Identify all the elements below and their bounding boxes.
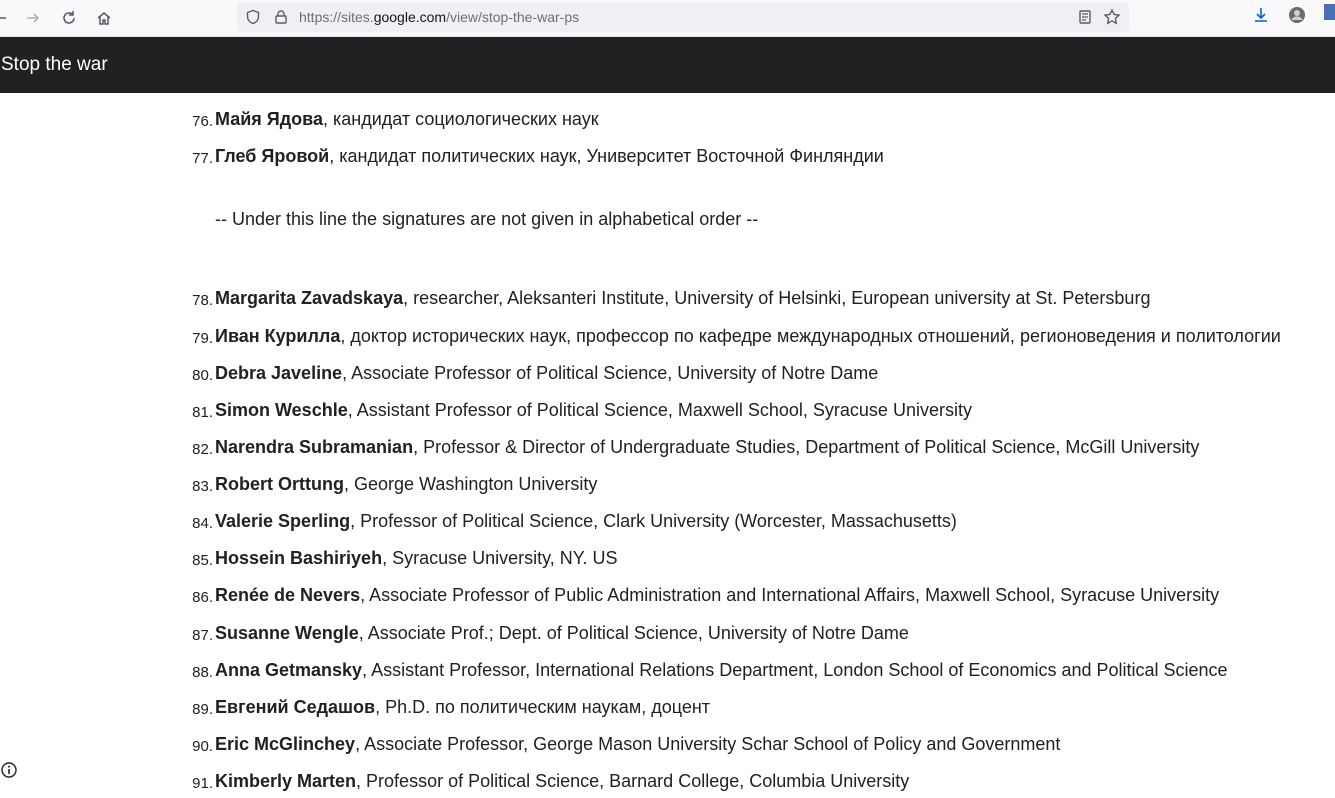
signature-number: 86. <box>192 589 213 606</box>
signer-name: Anna Getmansky <box>215 660 363 680</box>
signer-name: Глеб Яровой <box>215 146 330 166</box>
signature-number: 79. <box>192 330 213 347</box>
signer-name: Eric McGlinchey <box>215 734 356 754</box>
url-domain: google.com <box>373 9 447 25</box>
reload-icon[interactable] <box>57 6 81 30</box>
signature-text <box>215 146 884 167</box>
shield-icon[interactable] <box>245 9 261 25</box>
extension-icon[interactable] <box>1324 4 1335 20</box>
signature-text <box>215 734 1060 755</box>
signature-text <box>215 400 972 421</box>
signature-text <box>215 474 597 495</box>
signer-name: Valerie Sperling <box>215 511 351 531</box>
signature-number: 88. <box>192 664 213 681</box>
signer-name: Margarita Zavadskaya <box>215 288 404 308</box>
signer-affiliation: , Associate Prof.; Dept. of Political Science, University of Notre Dame <box>358 623 909 643</box>
signature-item <box>0 400 1335 426</box>
url-text[interactable] <box>299 9 579 25</box>
signature-item <box>0 326 1335 352</box>
signature-item <box>0 585 1335 611</box>
signer-affiliation: , Syracuse University, NY. US <box>382 548 618 568</box>
info-icon[interactable] <box>1 762 17 778</box>
signature-number: 76. <box>192 113 213 130</box>
signature-item <box>0 623 1335 649</box>
signer-affiliation: , Assistant Professor of Political Science, Maxwell School, Syracuse University <box>347 400 972 420</box>
site-header <box>0 37 1335 93</box>
signature-text <box>215 623 909 644</box>
signature-number: 87. <box>192 627 213 644</box>
signer-name: Евгений Седашов <box>215 697 376 717</box>
signature-text <box>215 660 1228 681</box>
signature-text <box>215 109 599 130</box>
signature-item <box>0 511 1335 537</box>
signer-affiliation: , Associate Professor of Public Administration and International Affairs, Maxwell School, Syracuse University <box>360 585 1220 605</box>
signer-affiliation: , George Washington University <box>343 474 598 494</box>
signature-item <box>0 109 1335 135</box>
signer-name: Renée de Nevers <box>215 585 361 605</box>
signer-name: Susanne Wengle <box>215 623 359 643</box>
signature-number: 91. <box>192 775 213 792</box>
signer-affiliation: , кандидат социологических наук <box>323 109 599 129</box>
url-prefix: https://sites. <box>299 9 374 25</box>
signer-affiliation: , Professor of Political Science, Clark University (Worcester, Massachusetts) <box>350 511 957 531</box>
signature-number: 80. <box>192 367 213 384</box>
forward-icon[interactable] <box>21 6 45 30</box>
signer-name: Kimberly Marten <box>215 771 357 791</box>
ordering-note: -- Under this line the signatures are not given in alphabetical order -- <box>215 209 759 229</box>
signer-affiliation: , Associate Professor of Political Science, University of Notre Dame <box>342 363 879 383</box>
signature-item <box>0 771 1335 797</box>
signature-text <box>215 771 909 792</box>
signature-number: 89. <box>192 701 213 718</box>
signature-item <box>0 288 1335 314</box>
signature-text <box>215 511 957 532</box>
site-title[interactable]: Stop the war <box>1 54 108 75</box>
signer-name: Майя Ядова <box>215 109 323 129</box>
signer-name: Hossein Bashiriyeh <box>215 548 383 568</box>
reader-view-icon[interactable] <box>1077 9 1093 25</box>
signature-text <box>215 548 617 569</box>
bookmark-star-icon[interactable] <box>1103 8 1121 26</box>
home-icon[interactable] <box>92 6 116 30</box>
browser-toolbar <box>0 0 1335 37</box>
signer-affiliation: , Associate Professor, George Mason University Schar School of Policy and Government <box>355 734 1061 754</box>
signature-number: 81. <box>192 404 213 421</box>
signature-item <box>0 548 1335 574</box>
signer-name: Иван Курилла <box>215 326 341 346</box>
signature-number: 82. <box>192 441 213 458</box>
signer-name: Narendra Subramanian <box>215 437 414 457</box>
signature-item <box>0 734 1335 760</box>
signature-text <box>215 363 878 384</box>
signature-text <box>215 326 1281 347</box>
signer-affiliation: , доктор исторических наук, профессор по кафедре международных отношений, регионоведения и политологии <box>340 326 1281 346</box>
signature-number: 90. <box>192 738 213 755</box>
signer-name: Debra Javeline <box>215 363 343 383</box>
signer-affiliation: , кандидат политических наук, Университет Восточной Финляндии <box>329 146 884 166</box>
url-path: /view/stop-the-war-ps <box>446 9 580 25</box>
signature-list <box>0 93 1335 798</box>
signature-text <box>215 697 710 718</box>
signature-number: 85. <box>192 552 213 569</box>
address-bar[interactable] <box>237 2 1129 32</box>
download-icon[interactable] <box>1252 6 1270 24</box>
signature-number: 78. <box>192 292 213 309</box>
signature-item <box>0 660 1335 686</box>
lock-icon[interactable] <box>273 9 289 25</box>
signature-item <box>0 474 1335 500</box>
signature-number: 77. <box>192 150 213 167</box>
account-avatar-icon[interactable] <box>1288 6 1306 24</box>
signature-number: 83. <box>192 478 213 495</box>
signer-affiliation: , Professor of Political Science, Barnard College, Columbia University <box>356 771 910 791</box>
signature-text <box>215 437 1199 458</box>
signer-affiliation: , Professor & Director of Undergraduate Studies, Department of Political Science, McGill University <box>413 437 1200 457</box>
signature-text <box>215 288 1150 309</box>
signer-affiliation: , researcher, Aleksanteri Institute, University of Helsinki, European university at St. Petersburg <box>403 288 1151 308</box>
signer-affiliation: , Assistant Professor, International Relations Department, London School of Economics and Political Science <box>362 660 1228 680</box>
signature-item <box>0 146 1335 172</box>
signature-text <box>215 585 1219 606</box>
back-icon[interactable] <box>0 6 12 30</box>
signature-item <box>0 437 1335 463</box>
signature-item <box>0 363 1335 389</box>
signature-number: 84. <box>192 515 213 532</box>
signer-affiliation: , Ph.D. по политическим наукам, доцент <box>375 697 711 717</box>
signer-name: Simon Weschle <box>215 400 348 420</box>
signature-item <box>0 697 1335 723</box>
signer-name: Robert Orttung <box>215 474 344 494</box>
